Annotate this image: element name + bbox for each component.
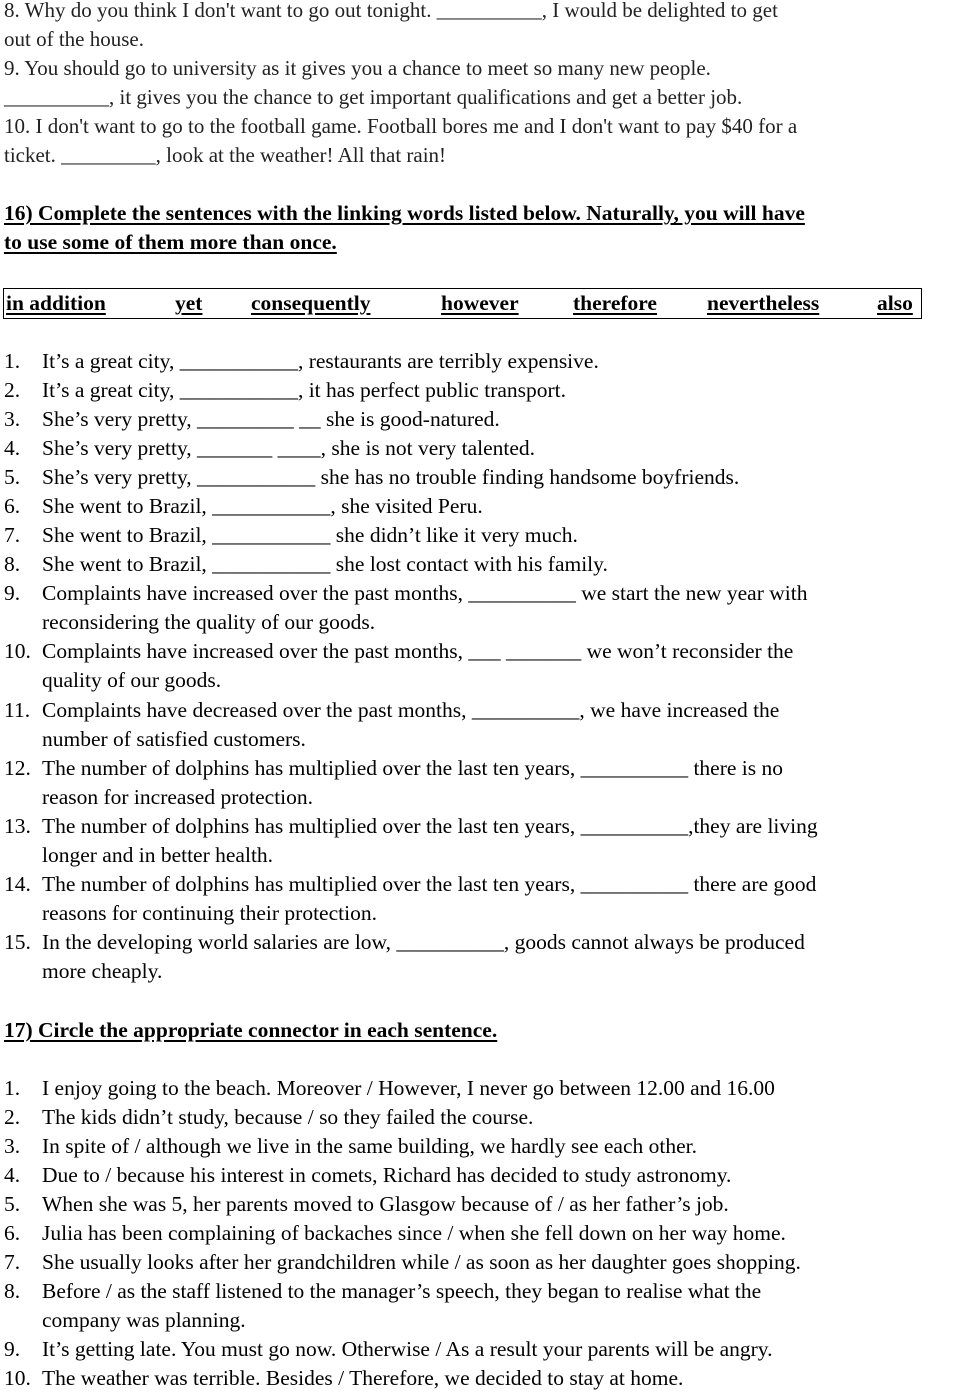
item-number: 13. <box>4 814 31 838</box>
linking-word: yet <box>175 291 203 315</box>
linking-word: in addition <box>6 291 106 315</box>
item-number: 10. <box>4 1366 31 1390</box>
item-text: company was planning. <box>42 1308 246 1332</box>
item-text: In spite of / although we live in the same building, we hardly see each other. <box>42 1134 697 1158</box>
item-number: 2. <box>4 1105 21 1129</box>
prev-exercise-line: out of the house. <box>4 27 144 51</box>
item-text: It’s a great city, ___________, restaurants are terribly expensive. <box>42 349 599 373</box>
item-text: She usually looks after her grandchildren while / as soon as her daughter goes shopping. <box>42 1250 801 1274</box>
item-number: 5. <box>4 465 21 489</box>
item-number: 9. <box>4 1337 21 1361</box>
item-text: The number of dolphins has multiplied over the last ten years, __________ there is no <box>42 756 784 780</box>
item-number: 7. <box>4 523 21 547</box>
linking-word: nevertheless <box>707 291 820 315</box>
item-text: Complaints have increased over the past months, ___ _______ we won’t reconsider the <box>42 639 794 663</box>
item-text: She’s very pretty, ___________ she has no trouble finding handsome boyfriends. <box>42 465 740 489</box>
item-number: 7. <box>4 1250 21 1274</box>
item-text: She went to Brazil, ___________ she lost contact with his family. <box>42 552 608 576</box>
item-text: reasons for continuing their protection. <box>42 901 377 925</box>
item-text: She’s very pretty, _________ __ she is good-natured. <box>42 407 500 431</box>
linking-word: consequently <box>251 291 371 315</box>
item-text: Before / as the staff listened to the manager’s speech, they began to realise what the <box>42 1279 762 1303</box>
item-text: She went to Brazil, ___________ she didn’t like it very much. <box>42 523 578 547</box>
item-text: Due to / because his interest in comets, Richard has decided to study astronomy. <box>42 1163 732 1187</box>
prev-exercise-line: 8. Why do you think I don't want to go out tonight. __________, I would be delighted to get <box>4 0 778 22</box>
item-number: 14. <box>4 872 31 896</box>
prev-exercise-line: ticket. _________, look at the weather! All that rain! <box>4 143 447 167</box>
item-text: reason for increased protection. <box>42 785 314 809</box>
item-number: 15. <box>4 930 31 954</box>
item-number: 1. <box>4 349 21 373</box>
item-text: I enjoy going to the beach. Moreover / However, I never go between 12.00 and 16.00 <box>42 1076 775 1100</box>
item-text: longer and in better health. <box>42 843 274 867</box>
item-text: Complaints have increased over the past months, __________ we start the new year with <box>42 581 808 605</box>
exercise-16-heading-cont: to use some of them more than once. <box>4 230 337 254</box>
item-number: 6. <box>4 494 21 518</box>
item-number: 1. <box>4 1076 21 1100</box>
item-text: The number of dolphins has multiplied over the last ten years, __________,they are living <box>42 814 818 838</box>
prev-exercise-line: 10. I don't want to go to the football game. Football bores me and I don't want to pay $40 for a <box>4 114 798 138</box>
item-text: Complaints have decreased over the past months, __________, we have increased the <box>42 698 780 722</box>
item-text: In the developing world salaries are low, __________, goods cannot always be produced <box>42 930 805 954</box>
item-text: The kids didn’t study, because / so they failed the course. <box>42 1105 534 1129</box>
exercise-16-heading: 16) Complete the sentences with the linking words listed below. Naturally, you will have <box>4 201 805 225</box>
item-text: The weather was terrible. Besides / Therefore, we decided to stay at home. <box>42 1366 684 1390</box>
prev-exercise-line: __________, it gives you the chance to get important qualifications and get a better job. <box>4 85 743 109</box>
item-text: It’s getting late. You must go now. Otherwise / As a result your parents will be angry. <box>42 1337 773 1361</box>
item-text: Julia has been complaining of backaches since / when she fell down on her way home. <box>42 1221 786 1245</box>
item-text: quality of our goods. <box>42 668 222 692</box>
item-number: 12. <box>4 756 31 780</box>
linking-word: therefore <box>573 291 657 315</box>
exercise-17-heading: 17) Circle the appropriate connector in each sentence. <box>4 1018 498 1042</box>
linking-word: however <box>441 291 519 315</box>
item-number: 10. <box>4 639 31 663</box>
item-number: 3. <box>4 407 21 431</box>
item-number: 11. <box>4 698 31 722</box>
linking-words-box <box>3 288 922 319</box>
item-number: 8. <box>4 552 21 576</box>
item-text: When she was 5, her parents moved to Glasgow because of / as her father’s job. <box>42 1192 729 1216</box>
item-number: 9. <box>4 581 21 605</box>
item-number: 4. <box>4 436 21 460</box>
item-text: She’s very pretty, _______ ____, she is not very talented. <box>42 436 536 460</box>
item-text: more cheaply. <box>42 959 163 983</box>
item-text: reconsidering the quality of our goods. <box>42 610 376 634</box>
item-text: The number of dolphins has multiplied over the last ten years, __________ there are good <box>42 872 817 896</box>
prev-exercise-line: 9. You should go to university as it gives you a chance to meet so many new people. <box>4 56 711 80</box>
item-number: 3. <box>4 1134 21 1158</box>
item-number: 6. <box>4 1221 21 1245</box>
linking-word: also <box>877 291 913 315</box>
item-number: 8. <box>4 1279 21 1303</box>
item-text: number of satisfied customers. <box>42 727 306 751</box>
item-text: It’s a great city, ___________, it has perfect public transport. <box>42 378 567 402</box>
item-number: 2. <box>4 378 21 402</box>
item-text: She went to Brazil, ___________, she visited Peru. <box>42 494 483 518</box>
item-number: 4. <box>4 1163 21 1187</box>
item-number: 5. <box>4 1192 21 1216</box>
